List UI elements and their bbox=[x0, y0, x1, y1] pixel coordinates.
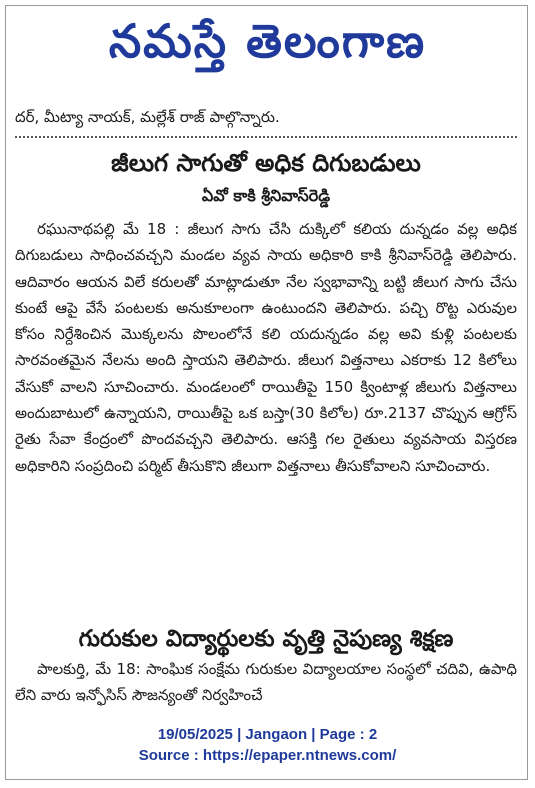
edition-info: 19/05/2025 | Jangaon | Page : 2 bbox=[157, 726, 378, 743]
previous-article-fragment: దర్, మీట్యా నాయక్, మల్లేశ్ రాజ్ పాల్గొన్నారు. bbox=[15, 108, 280, 126]
newspaper-clipping bbox=[15, 96, 517, 722]
article1-headline: జీలుగ సాగుతో అధిక దిగుబడులు bbox=[111, 149, 421, 177]
source-footer bbox=[0, 724, 535, 766]
article2-headline: గురుకుల విద్యార్థులకు వృత్తి నైపుణ్య శిక్షణ bbox=[78, 626, 454, 652]
article1-byline: ఏవో కాకి శ్రీనివాస్‌రెడ్డి bbox=[201, 186, 331, 205]
source-link[interactable]: Source : https://epaper.ntnews.com/ bbox=[138, 747, 397, 764]
article2-body: పాలకుర్తి, మే 18: సాంఘిక సంక్షేమ గురుకుల విద్యాలయాల సంస్థలో చదివి, ఉపాధి లేని వారు ఇన్ఫోసిస్ సౌజన్యంతో నిర్వహించే bbox=[15, 660, 517, 705]
section-divider bbox=[15, 136, 517, 138]
newspaper-masthead: నమస్తే తెలంగాణ bbox=[108, 14, 427, 68]
article1-body: రఘునాథపల్లి మే 18 : జీలుగ సాగు చేసి దుక్కిలో కలియ దున్నడం వల్ల అధిక దిగుబడులు సాధించవచ్చని మండల వ్యవ సాయ అధికారి కాకి శ్రీనివాస్‌రెడ్డి తెలిపారు. ఆదివారం ఆయన విలే కరులతో మాట్లాడుతూ నేల స్వభావాన్ని బట్టి జీలుగ సాగు చేసు కుంటే ఆపై వేసే పంటలకు అనుకూలంగా ఉంటుందని తెలిపారు. పచ్చి రొట్ట ఎరువుల కోసం నిర్దేశించిన మొక్కలను పొలంలోనే కలి యదున్నడం వల్ల అవి కుళ్లి పంటలకు సారవంతమైన నేలను అంది స్తాయని తెలిపారు. జీలుగ విత్తనాలు ఎకరాకు 12 కిలోలు వేసుకో వాలని సూచించారు. మండలంలో రాయితీపై 150 క్వింటాళ్ల జీలుగు విత్తనాలు అందుబాటులో ఉన్నాయని, రాయితీపై ఒక బస్తా(30 కిలోల) రూ.2137 చొప్పున ఆగ్రోస్ రైతు సేవా కేంద్రంలో పొందవచ్చని తెలిపారు. ఆసక్తి గల రైతులు వ్యవసాయ విస్తరణ అధికారిని సంప్రదించి పర్మిట్ తీసుకొని జీలుగా విత్తనాలు తీసుకోవాలని సూచించారు. bbox=[15, 220, 517, 475]
